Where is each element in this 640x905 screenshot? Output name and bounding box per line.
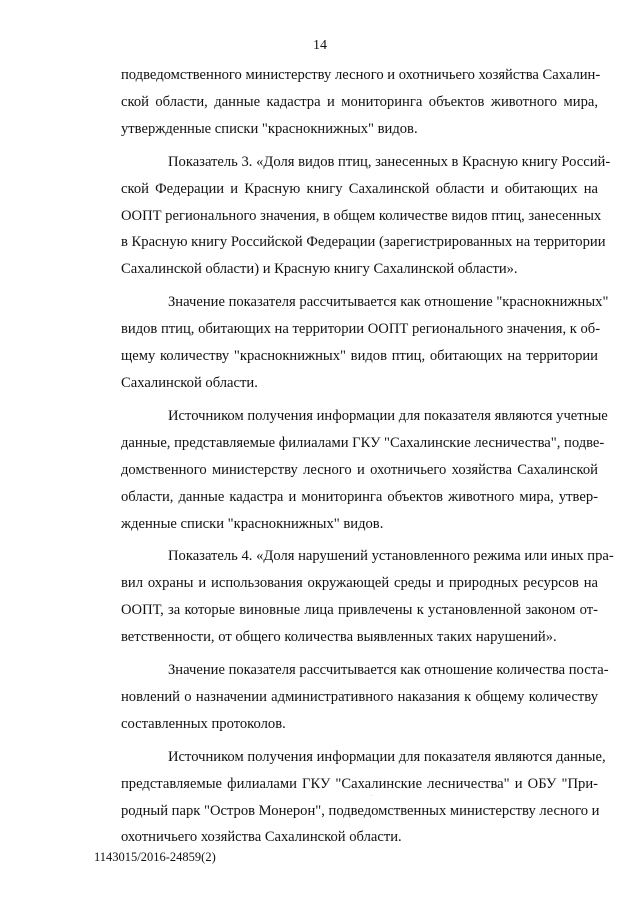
text-line: Сахалинской области) и Красную книгу Сахалинской области». [121,261,518,278]
text-line: представляемые филиалами ГКУ "Сахалинские лесничества" и ОБУ "При- [121,775,598,792]
text-line: подведомственного министерству лесного и охотничьего хозяйства Сахалин- [121,67,601,83]
text-line: Источником получения информации для показателя являются данные, [168,748,606,765]
text-line: жденные списки "краснокнижных" видов. [121,515,384,532]
paragraph [121,543,614,651]
text-line: утвержденные списки "краснокнижных" видов. [121,120,418,137]
paragraph [121,289,609,397]
paragraph [121,657,609,738]
text-line: составленных протоколов. [121,715,286,732]
text-line: Сахалинской области. [121,374,258,391]
text-line: щему количеству "краснокнижных" видов птиц, обитающих на территории [121,348,598,365]
document-body [121,62,614,857]
text-line: Показатель 4. «Доля нарушений установленного режима или иных пра- [168,548,614,565]
text-line: Значение показателя рассчитывается как отношение количества поста- [168,662,609,679]
scan-artifact [371,795,372,796]
paragraph [121,744,606,852]
text-line: ветственности, от общего количества выявленных таких нарушений». [121,629,557,646]
text-line: домственного министерству лесного и охотничьего хозяйства Сахалинской [121,461,598,478]
paragraph [121,149,611,284]
text-line: вил охраны и использования окружающей среды и природных ресурсов на [121,575,598,592]
text-line: в Красную книгу Российской Федерации (зарегистрированных на территории [121,234,606,251]
text-line: видов птиц, обитающих на территории ООПТ регионального значения, к об- [121,321,601,338]
text-line: Значение показателя рассчитывается как отношение "краснокнижных" [168,294,609,311]
page-number: 14 [313,38,327,53]
text-line: Показатель 3. «Доля видов птиц, занесенных в Красную книгу Россий- [168,153,611,170]
text-line: ООПТ регионального значения, в общем количестве видов птиц, занесенных [121,207,602,224]
paragraph [121,403,608,538]
text-line: ской области, данные кадастра и мониторинга объектов животного мира, [121,93,598,110]
text-line: Источником получения информации для показателя являются учетные [168,407,608,424]
document-id: 1143015/2016-24859(2) [94,850,216,864]
text-line: новлений о назначении административного наказания к общему количеству [121,688,598,705]
text-line: ской Федерации и Красную книгу Сахалинской области и обитающих на [121,180,598,197]
text-line: охотничьего хозяйства Сахалинской области. [121,829,402,846]
text-line: ООПТ, за которые виновные лица привлечены к установленной законом от- [121,602,598,619]
text-line: родный парк "Остров Монерон", подведомственных министерству лесного и [121,802,600,819]
paragraph [121,62,601,143]
text-line: данные, представляемые филиалами ГКУ "Сахалинские лесничества", подве- [121,434,605,451]
text-line: области, данные кадастра и мониторинга объектов животного мира, утвер- [121,488,598,505]
